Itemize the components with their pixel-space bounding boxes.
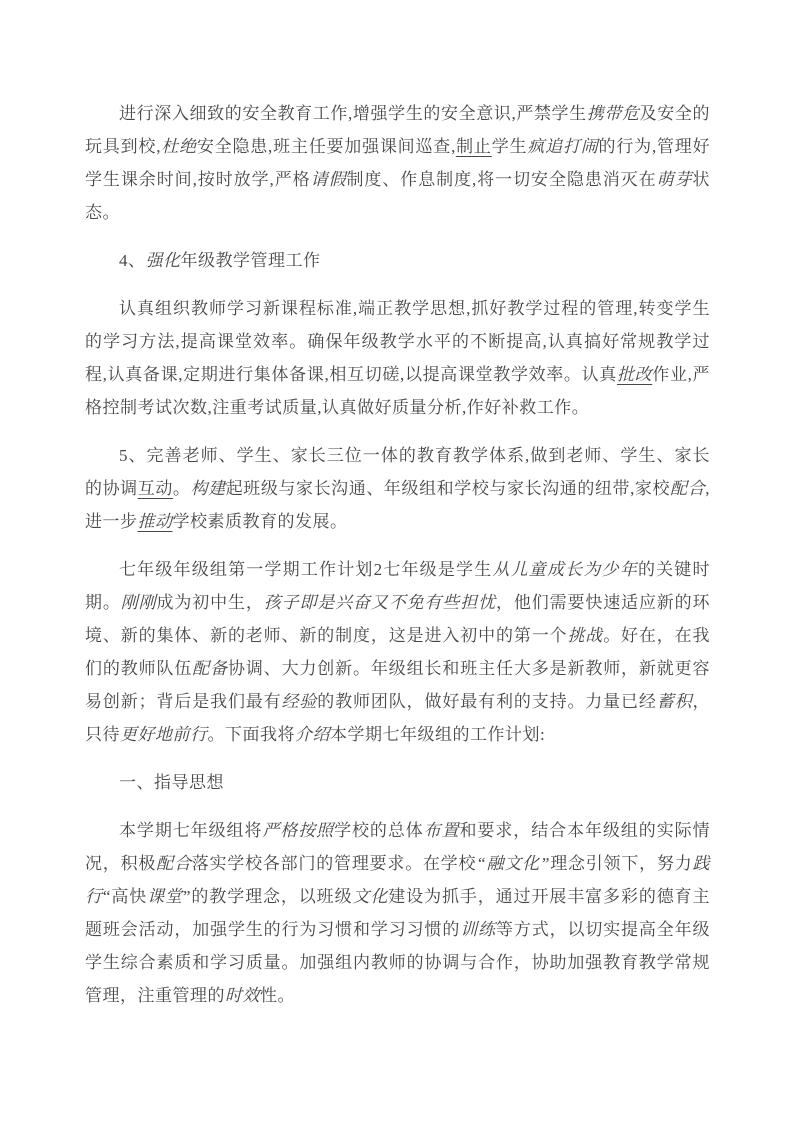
text-run: 的教师团队，做好最有利的支持。力量已经 xyxy=(317,692,657,711)
text-run: 蓄积 xyxy=(656,692,693,711)
text-run: 训练 xyxy=(460,920,496,939)
text-run: 。下面我将 xyxy=(207,725,295,744)
text-run: 年级教学管理工作 xyxy=(180,251,321,270)
heading xyxy=(85,244,710,277)
text-run: “融文化” xyxy=(476,854,550,873)
text-run: 落实学校各部门的管理要求。在学校 xyxy=(191,854,477,873)
text-run: 推动 xyxy=(137,512,173,531)
text-run: 和要求，结合本年级组的实际情况，积极 xyxy=(85,821,710,873)
text-run: 刚刚 xyxy=(120,593,157,612)
text-run: 配备 xyxy=(192,659,228,678)
text-run: 等方式，以切实提高全年级学生综合素质和学习质量。加强组内教师的协调与合作，协助加强教育教学常规管理，注重管理的 xyxy=(85,920,711,1005)
paragraph xyxy=(85,814,710,1012)
text-run: 的行为,管理好学生课余时间,按时放学,严格 xyxy=(85,137,711,189)
text-run: 5、完善老师、学生、家长三位一体的教育教学体系,做到老师、学生、家长的协调 xyxy=(85,446,710,498)
text-run: 布置 xyxy=(423,821,460,840)
text-run: 协调、大力创新。年级组长和班主任大多是新教师，新就更容易创新；背后是我们最有 xyxy=(85,659,711,711)
text-run: 进行深入细致的安全教育工作,增强学生的安全意识,严禁学生 xyxy=(119,104,587,123)
text-run: 成为初中生， xyxy=(156,593,264,612)
text-run: 请假 xyxy=(310,170,347,189)
text-run: 挑战 xyxy=(567,626,604,645)
text-run: 文化 xyxy=(352,887,389,906)
text-run: 配合 xyxy=(156,854,192,873)
text-run: 性。 xyxy=(260,986,295,1005)
text-run: ，他们需要快速适应新的环境、新的集体、新的老师、新的制度，这是进入初中的第一个 xyxy=(85,593,711,645)
paragraph xyxy=(85,553,710,751)
text-run: 杜绝 xyxy=(160,137,197,156)
text-run: 强化 xyxy=(145,251,181,270)
text-run: 经验 xyxy=(281,692,318,711)
text-run: 作业,严格控制考试次数,注重考试质量,认真做好质量分析,作好补救工作。 xyxy=(85,365,711,417)
paragraph xyxy=(85,439,710,538)
paragraph xyxy=(85,97,710,229)
text-run: 起班级与家长沟通、年级组和学校与家长沟通的纽带,家校 xyxy=(225,479,671,498)
text-run: 学校的总体 xyxy=(334,821,424,840)
text-run: 。好在，在我们的教师队伍 xyxy=(85,626,711,678)
text-run: 严格按照 xyxy=(262,821,335,840)
text-run: 课堂 xyxy=(147,887,183,906)
text-run: 学校素质教育的发展。 xyxy=(172,512,348,531)
text-run: 制度、作息制度,将一切安全隐患消灭在 xyxy=(346,170,657,189)
text-run: 本学期七年级组的工作计划: xyxy=(330,725,546,744)
text-run: ”的教学理念，以班级 xyxy=(182,887,353,906)
text-run: 践行 xyxy=(85,854,710,906)
text-run: 更好地前行 xyxy=(120,725,208,744)
text-run: 的关键时期。 xyxy=(85,560,710,612)
text-run: “高快 xyxy=(102,887,148,906)
text-run: 认真组织教师学习新课程标准,端正教学思想,抓好教学过程的管理,转变学生的学习方法,提高课堂效率。确保年级教学水平的不断提高,认真搞好常规教学过程,认真备课,定期进行集体备课,相互切磋,以提高课堂教学效率。认真 xyxy=(85,299,710,384)
text-run: 互动 xyxy=(137,479,173,498)
text-run: 疯追打闹 xyxy=(527,137,599,156)
text-run: 七年级年级组第一学期工作计划2七年级是学生 xyxy=(119,560,493,579)
paragraph xyxy=(85,292,710,424)
text-run: 状态。 xyxy=(85,170,710,222)
text-run: 。 xyxy=(172,479,191,498)
text-run: 本学期七年级组将 xyxy=(119,821,263,840)
text-run: 制止 xyxy=(455,137,492,156)
text-run: 理念引领下，努力 xyxy=(549,854,693,873)
text-run: 一、指导思想 xyxy=(119,773,224,792)
text-run: 构建 xyxy=(190,479,226,498)
text-run: 学生 xyxy=(491,137,528,156)
heading xyxy=(85,766,710,799)
text-run: ,进一步 xyxy=(85,479,711,531)
text-run: 介绍 xyxy=(295,725,330,744)
text-run: 从儿童成长为少年 xyxy=(492,560,638,579)
text-run: 携带危 xyxy=(586,104,640,123)
text-run: ，只待 xyxy=(85,692,711,744)
text-run: 安全隐患,班主任要加强课间巡查, xyxy=(196,137,456,156)
text-run: 4、 xyxy=(119,251,146,270)
text-run: 批改 xyxy=(616,365,653,384)
text-run: 及安全的玩具到校, xyxy=(85,104,711,156)
text-run: 孩子即是兴奋又不免有些担忧 xyxy=(263,593,496,612)
text-run: 萌芽 xyxy=(656,170,693,189)
text-run: 时效 xyxy=(225,986,260,1005)
text-run: 建设为抓手，通过开展丰富多彩的德育主题班会活动，加强学生的行为习惯和学习习惯的 xyxy=(85,887,711,939)
text-run: 配合 xyxy=(670,479,706,498)
